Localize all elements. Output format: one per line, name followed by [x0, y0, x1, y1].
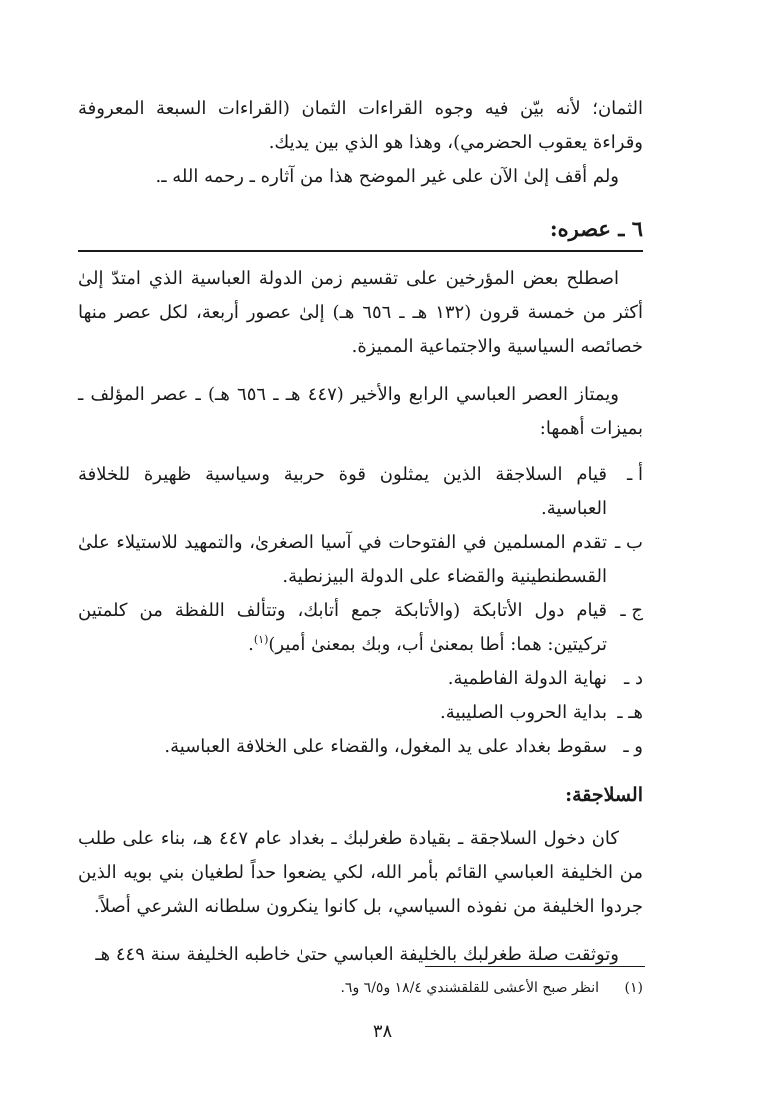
list-item: [78, 662, 643, 696]
list-item: [78, 458, 643, 526]
section-paragraph-2: ويمتاز العصر العباسي الرابع والأخير (٤٤٧ هـ ـ ٦٥٦ هـ) ـ عصر المؤلف ـ بميزات أهمها:: [78, 384, 643, 439]
list-marker: ب ـ: [615, 532, 643, 553]
list-item: [78, 526, 643, 594]
list-marker: هـ ـ: [617, 702, 643, 723]
list-item-text: نهاية الدولة الفاطمية.: [447, 668, 607, 689]
footnote-number: (١): [624, 980, 643, 996]
list-item-text-with-footnote: [78, 594, 607, 662]
section-heading: ٦ ـ عصره:: [78, 212, 643, 252]
list-item: [78, 696, 643, 730]
section-paragraph: اصطلح بعض المؤرخين على تقسيم زمن الدولة العباسية الذي امتدّ إلىٰ أكثر من خمسة قرون (١٣٢ هـ ـ ٦٥٦ هـ) إلىٰ عصور أربعة، لكل عصر منها خصائصه السياسية والاجتماعية المميزة.: [78, 268, 643, 357]
list-item-text: سقوط بغداد على يد المغول، والقضاء على الخلافة العباسية.: [164, 736, 607, 757]
list-marker: د ـ: [623, 668, 643, 689]
footnote: [78, 976, 643, 1000]
page-body: [78, 92, 643, 972]
list-item-tail: .: [248, 634, 254, 655]
list-marker: أ ـ: [627, 464, 643, 485]
list-item-text: قيام دول الأتابكة (والأتابكة جمع أتابك، وتتألف اللفظة من كلمتين تركيتين: هما: أطا بمعنىٰ أب، وبك بمعنىٰ أمير): [78, 600, 607, 655]
list-item: [78, 730, 643, 764]
features-list: [78, 458, 643, 764]
list-item: [78, 594, 643, 662]
list-marker: ج ـ: [620, 600, 643, 621]
list-item-text: تقدم المسلمين في الفتوحات في آسيا الصغرىٰ، والتمهيد للاستيلاء علىٰ القسطنطينية والقضاء على الدولة البيزنطية.: [78, 532, 607, 587]
footnote-separator: [425, 966, 645, 967]
list-item-text: بداية الحروب الصليبية.: [440, 702, 607, 723]
intro-paragraph: الثمان؛ لأنه بيّن فيه وجوه القراءات الثمان (القراءات السبعة المعروفة وقراءة يعقوب الحضرمي)، وهذا هو الذي بين يديك.: [78, 98, 643, 153]
page-number: ٣٨: [372, 1021, 393, 1042]
footnote-text: انظر صبح الأعشى للقلقشندي ١٨/٤ و٦/٥ و٦.: [340, 980, 599, 996]
intro-paragraph-2: ولم أقف إلىٰ الآن على غير الموضح هذا من آثاره ـ رحمه الله ـ.: [155, 166, 619, 187]
subsection-heading: السلاجقة:: [565, 784, 643, 806]
list-item-text: قيام السلاجقة الذين يمثلون قوة حربية وسياسية ظهيرة للخلافة العباسية.: [78, 464, 607, 519]
seljuks-paragraph: كان دخول السلاجقة ـ بقيادة طغرلبك ـ بغداد عام ٤٤٧ هـ، بناء على طلب من الخليفة العباسي القائم بأمر الله، لكي يضعوا حداً لطغيان بني بويه الذين جردوا الخليفة من نفوذه السياسي، بل كانوا ينكرون سلطانه الشرعي أصلاً.: [78, 828, 643, 917]
footnote-reference[interactable]: (١): [253, 633, 269, 646]
seljuks-paragraph-2: وتوثقت صلة طغرلبك بالخليفة العباسي حتىٰ خاطبه الخليفة سنة ٤٤٩ هـ: [95, 944, 619, 965]
list-marker: و ـ: [623, 736, 643, 757]
